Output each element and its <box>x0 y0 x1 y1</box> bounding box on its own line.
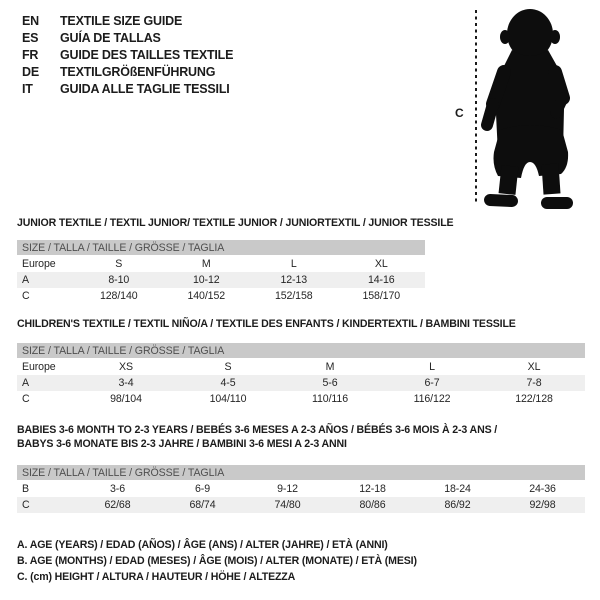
table-cell: 7-8 <box>526 377 542 389</box>
table-row-height <box>17 497 585 513</box>
table-cell: 6-7 <box>424 377 440 389</box>
table-cell: XL <box>374 258 388 270</box>
row-label: Europe <box>22 258 56 270</box>
language-code: DE <box>22 65 39 79</box>
row-label: C <box>22 290 30 302</box>
language-row-fr <box>22 47 233 64</box>
children-size-table <box>17 343 585 407</box>
table-row-height <box>17 391 585 407</box>
language-label: TEXTILGRÖßENFÜHRUNG <box>60 65 216 79</box>
table-row-europe <box>17 359 585 375</box>
table-cell: L <box>290 258 297 270</box>
language-label: GUIDA ALLE TAGLIE TESSILI <box>60 82 230 96</box>
table-cell: 128/140 <box>99 290 138 302</box>
language-code: EN <box>22 14 39 28</box>
table-cell: 110/116 <box>311 393 349 405</box>
table-cell: 152/158 <box>274 290 313 302</box>
language-row-it <box>22 81 233 98</box>
table-row-months <box>17 481 585 497</box>
language-row-es <box>22 30 233 47</box>
table-cell: 74/80 <box>274 499 301 511</box>
table-cell: 24-36 <box>529 483 556 495</box>
babies-size-table <box>17 465 585 513</box>
table-cell: 9-12 <box>277 483 298 495</box>
language-row-en <box>22 13 233 30</box>
size-header-bar: SIZE / TALLA / TAILLE / GRÖSSE / TAGLIA <box>17 343 585 359</box>
table-row-age <box>17 375 585 391</box>
table-cell: 80/86 <box>359 499 386 511</box>
children-section-title: CHILDREN'S TEXTILE / TEXTIL NIÑO/A / TEXTILE DES ENFANTS / KINDERTEXTIL / BAMBINI TESSILE <box>17 318 516 330</box>
table-cell: 104/110 <box>209 393 247 405</box>
table-cell: 12-18 <box>359 483 386 495</box>
table-cell: 12-13 <box>280 274 308 286</box>
table-cell: L <box>429 361 435 373</box>
table-cell: 6-9 <box>194 483 210 495</box>
baby-silhouette-shape <box>487 9 568 203</box>
table-cell: 3-4 <box>118 377 134 389</box>
table-cell: 62/68 <box>104 499 131 511</box>
footnote-legend <box>17 537 417 585</box>
table-cell: 8-10 <box>108 274 130 286</box>
row-label: Europe <box>22 361 56 373</box>
babies-section-title <box>17 423 497 451</box>
table-cell: 5-6 <box>322 377 338 389</box>
table-cell: 92/98 <box>529 499 556 511</box>
table-cell: M <box>201 258 211 270</box>
footnote-age-months: B. AGE (MONTHS) / EDAD (MESES) / ÂGE (MOIS) / ALTER (MONATE) / ETÀ (MESI) <box>17 555 417 567</box>
table-cell: S <box>224 361 232 373</box>
babies-title-line-2: BABYS 3-6 MONATE BIS 2-3 JAHRE / BAMBINI 3-6 MESI A 2-3 ANNI <box>17 438 347 450</box>
table-cell: 18-24 <box>444 483 471 495</box>
table-cell: 140/152 <box>187 290 226 302</box>
height-measure-label: C <box>455 106 464 120</box>
table-cell: 3-6 <box>109 483 125 495</box>
size-header-bar: SIZE / TALLA / TAILLE / GRÖSSE / TAGLIA <box>17 465 585 481</box>
row-label: B <box>22 483 29 495</box>
language-label: GUÍA DE TALLAS <box>60 31 161 45</box>
row-label: A <box>22 274 29 286</box>
table-row-height <box>17 288 425 304</box>
babies-title-line-1: BABIES 3-6 MONTH TO 2-3 YEARS / BEBÉS 3-6 MESES A 2-3 AÑOS / BÉBÉS 3-6 MOIS À 2-3 ANS / <box>17 424 498 436</box>
row-label: C <box>22 499 30 511</box>
language-row-de <box>22 64 233 81</box>
table-cell: S <box>115 258 123 270</box>
table-cell: 98/104 <box>110 393 142 405</box>
size-header-bar: SIZE / TALLA / TAILLE / GRÖSSE / TAGLIA <box>17 240 425 256</box>
row-label: A <box>22 377 29 389</box>
table-cell: 14-16 <box>367 274 395 286</box>
junior-section-title: JUNIOR TEXTILE / TEXTIL JUNIOR/ TEXTILE JUNIOR / JUNIORTEXTIL / JUNIOR TESSILE <box>17 217 454 229</box>
language-title-list <box>22 13 233 98</box>
footnote-age-years: A. AGE (YEARS) / EDAD (AÑOS) / ÂGE (ANS) / ALTER (JAHRE) / ETÀ (ANNI) <box>17 539 388 551</box>
table-cell: 68/74 <box>189 499 216 511</box>
language-label: TEXTILE SIZE GUIDE <box>60 14 183 28</box>
table-cell: 122/128 <box>515 393 553 405</box>
language-code: ES <box>22 31 39 45</box>
table-row-europe <box>17 256 425 272</box>
baby-silhouette-icon <box>450 4 595 214</box>
table-row-age <box>17 272 425 288</box>
footnote-height-cm: C. (cm) HEIGHT / ALTURA / HAUTEUR / HÖHE / ALTEZZA <box>17 571 296 583</box>
table-cell: 86/92 <box>444 499 471 511</box>
language-label: GUIDE DES TAILLES TEXTILE <box>60 48 234 62</box>
table-cell: M <box>325 361 335 373</box>
language-code: IT <box>22 82 33 96</box>
table-cell: 10-12 <box>192 274 220 286</box>
row-label: C <box>22 393 30 405</box>
junior-size-table <box>17 240 425 304</box>
language-code: FR <box>22 48 39 62</box>
table-cell: XL <box>527 361 541 373</box>
table-cell: XS <box>119 361 133 373</box>
table-cell: 116/122 <box>413 393 451 405</box>
table-cell: 4-5 <box>220 377 236 389</box>
table-cell: 158/170 <box>362 290 401 302</box>
